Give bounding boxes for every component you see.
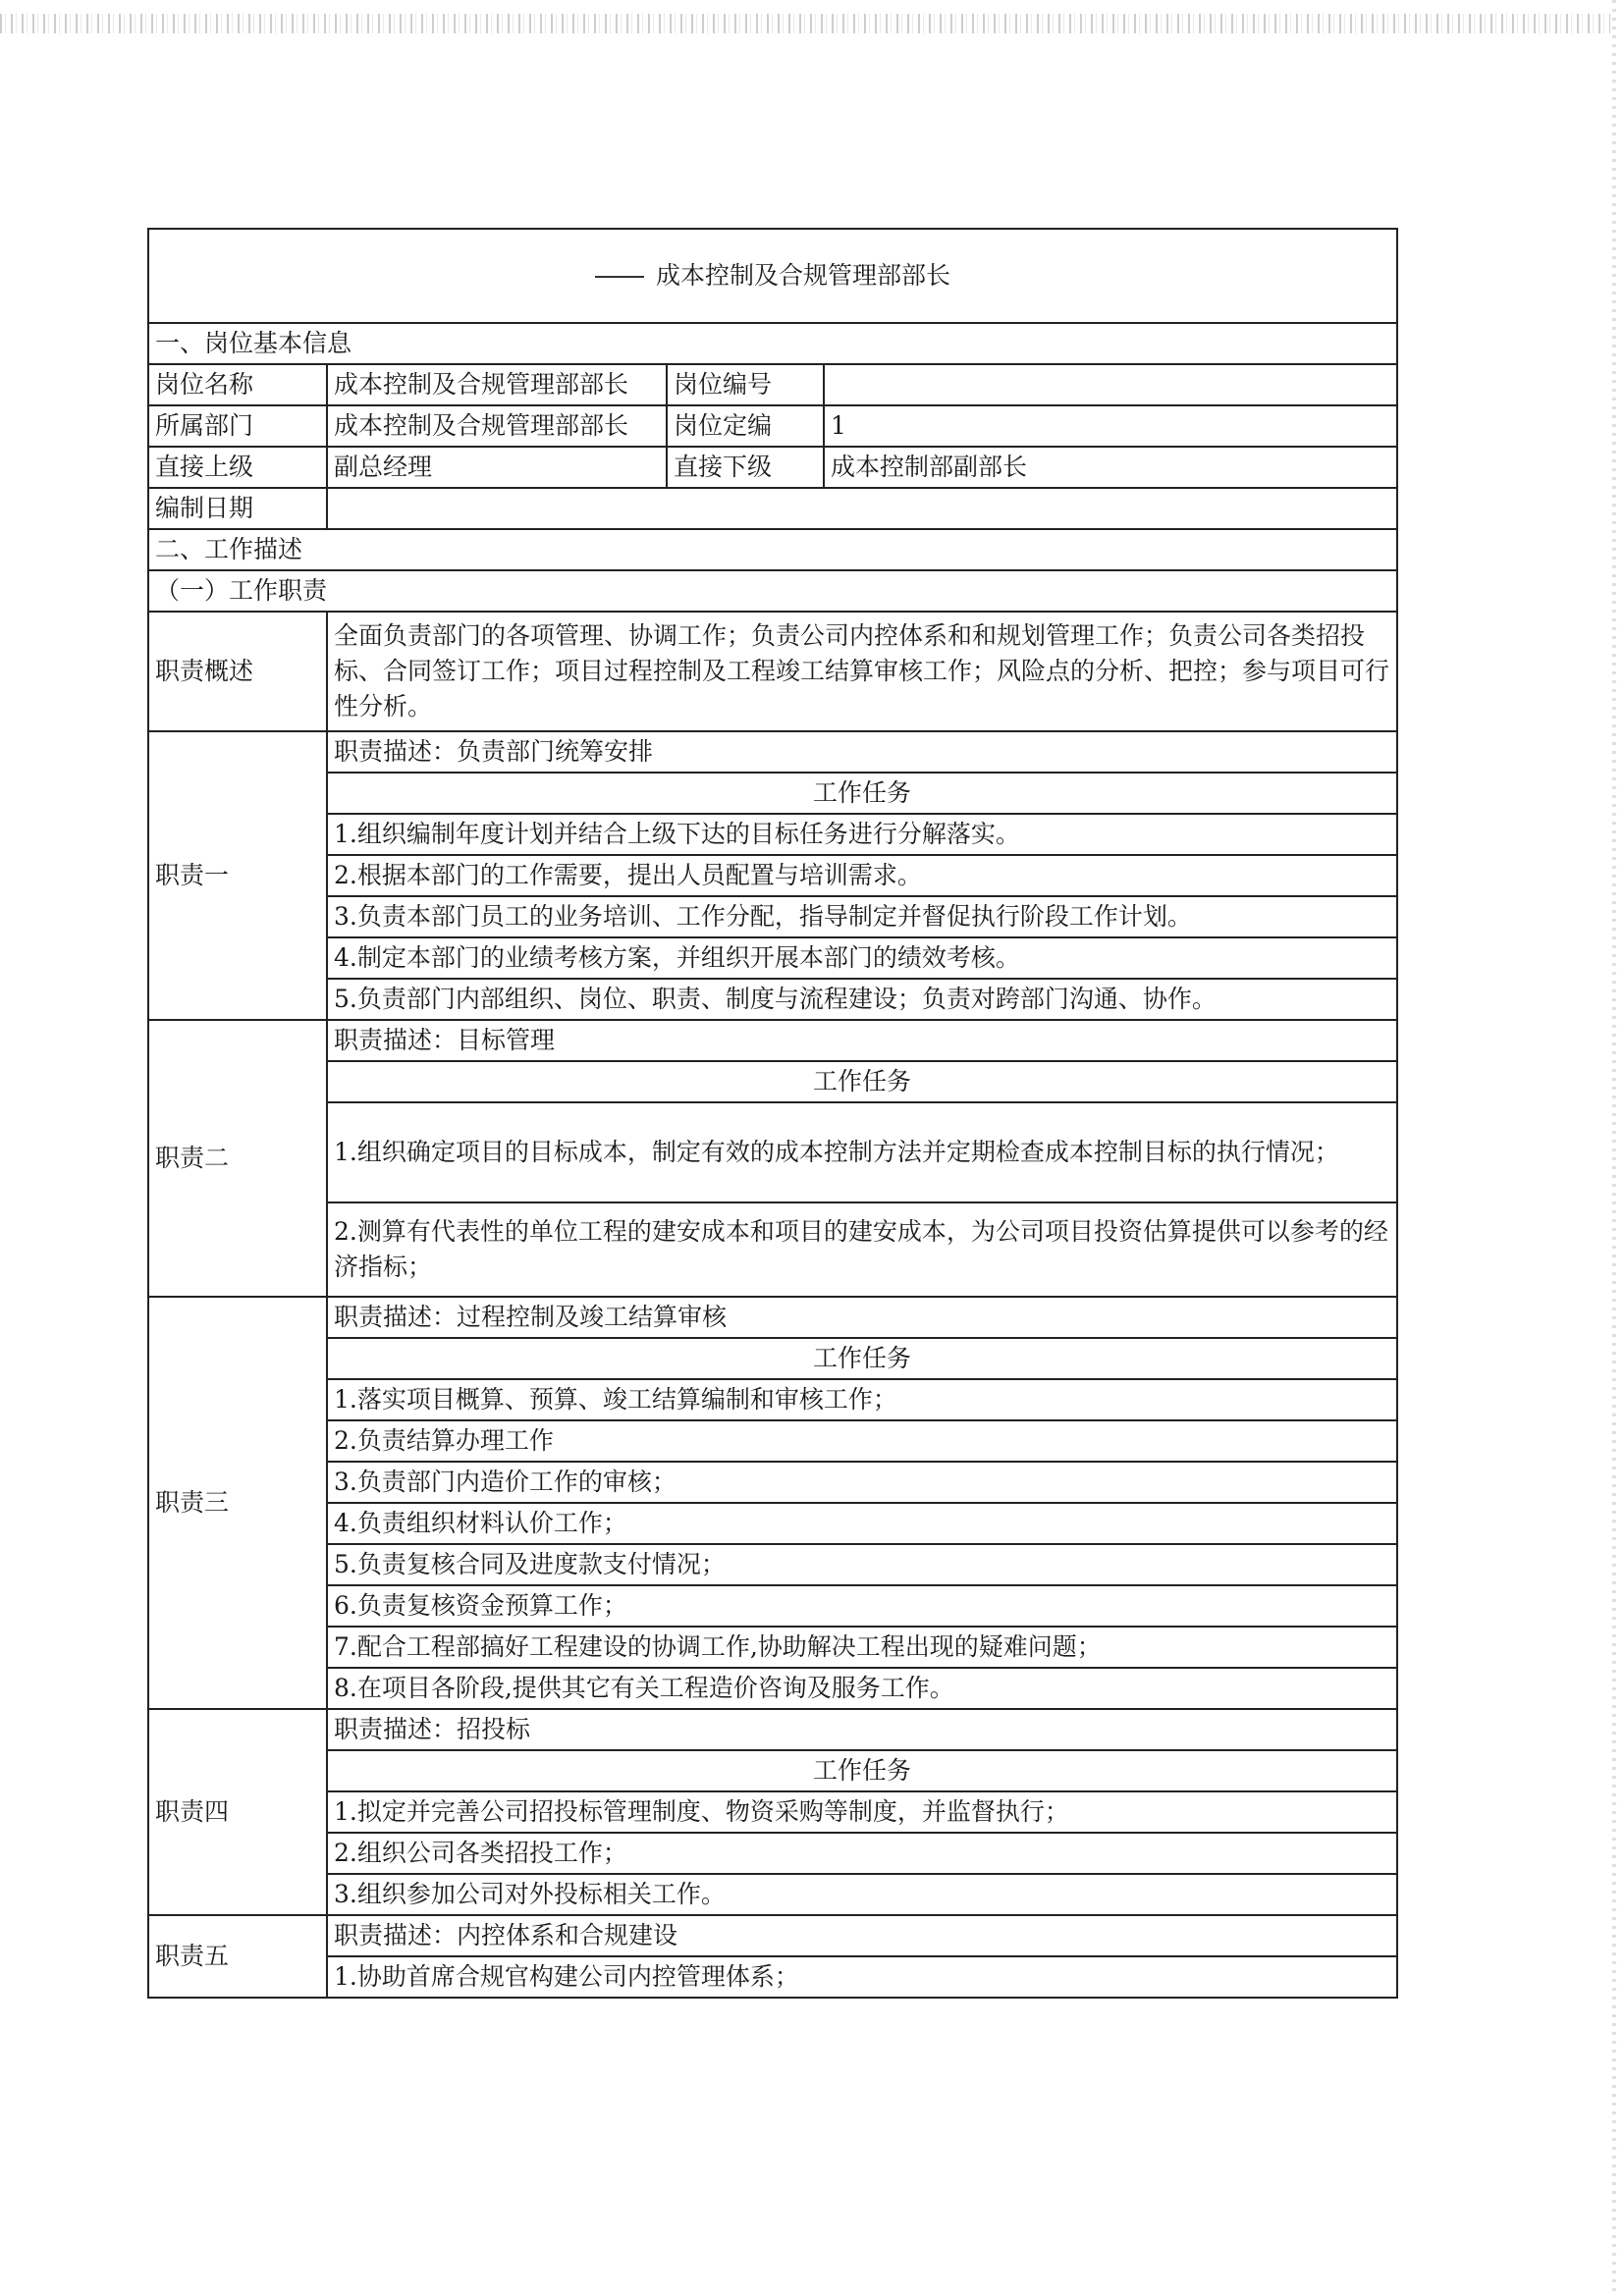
headcount-value: 1 xyxy=(824,405,1397,447)
duty-3-task: 7.配合工程部搞好工程建设的协调工作,协助解决工程出现的疑难问题； xyxy=(327,1627,1397,1668)
date-label: 编制日期 xyxy=(148,488,327,529)
position-name-label: 岗位名称 xyxy=(148,364,327,405)
duty-4-task: 3.组织参加公司对外投标相关工作。 xyxy=(327,1874,1397,1915)
position-name-value: 成本控制及合规管理部部长 xyxy=(327,364,667,405)
duty-3-label: 职责三 xyxy=(148,1297,327,1709)
section-basic-info: 一、岗位基本信息 xyxy=(148,323,1397,364)
duty-4-task: 2.组织公司各类招投工作； xyxy=(327,1833,1397,1874)
headcount-label: 岗位定编 xyxy=(667,405,824,447)
duty-1-task: 5.负责部门内部组织、岗位、职责、制度与流程建设；负责对跨部门沟通、协作。 xyxy=(327,979,1397,1020)
duty-1-desc: 职责描述：负责部门统筹安排 xyxy=(327,731,1397,773)
duty-1-task: 2.根据本部门的工作需要，提出人员配置与培训需求。 xyxy=(327,855,1397,896)
duty-5-desc: 职责描述：内控体系和合规建设 xyxy=(327,1915,1397,1956)
duty-5-label: 职责五 xyxy=(148,1915,327,1998)
duty-2-task: 2.测算有代表性的单位工程的建安成本和项目的建安成本，为公司项目投资估算提供可以参考的经济指标； xyxy=(327,1202,1397,1297)
duty-4-desc: 职责描述：招投标 xyxy=(327,1709,1397,1750)
duty-3-task: 5.负责复核合同及进度款支付情况； xyxy=(327,1544,1397,1585)
duty-3-desc: 职责描述：过程控制及竣工结算审核 xyxy=(327,1297,1397,1338)
duty-4-task: 1.拟定并完善公司招投标管理制度、物资采购等制度，并监督执行； xyxy=(327,1791,1397,1833)
duty-2-task-header: 工作任务 xyxy=(327,1061,1397,1102)
job-description-table xyxy=(147,228,1398,1999)
duty-1-task: 1.组织编制年度计划并结合上级下达的目标任务进行分解落实。 xyxy=(327,814,1397,855)
position-code-value xyxy=(824,364,1397,405)
duty-3-task: 3.负责部门内造价工作的审核； xyxy=(327,1462,1397,1503)
subordinate-label: 直接下级 xyxy=(667,447,824,488)
duty-2-label: 职责二 xyxy=(148,1020,327,1297)
duty-1-task: 3.负责本部门员工的业务培训、工作分配，指导制定并督促执行阶段工作计划。 xyxy=(327,896,1397,937)
duty-3-task: 8.在项目各阶段,提供其它有关工程造价咨询及服务工作。 xyxy=(327,1668,1397,1709)
summary-label: 职责概述 xyxy=(148,612,327,731)
title-dash xyxy=(595,276,644,278)
duty-5-task: 1.协助首席合规官构建公司内控管理体系； xyxy=(327,1956,1397,1998)
date-value xyxy=(327,488,1397,529)
scan-noise-top xyxy=(0,14,1610,33)
duty-2-task: 1.组织确定项目的目标成本，制定有效的成本控制方法并定期检查成本控制目标的执行情况； xyxy=(327,1102,1397,1202)
duty-4-task-header: 工作任务 xyxy=(327,1750,1397,1791)
superior-value: 副总经理 xyxy=(327,447,667,488)
duty-1-task-header: 工作任务 xyxy=(327,773,1397,814)
duty-3-task: 2.负责结算办理工作 xyxy=(327,1420,1397,1462)
document-title-cell xyxy=(148,229,1397,323)
scan-noise-right xyxy=(1612,0,1616,2296)
position-code-label: 岗位编号 xyxy=(667,364,824,405)
duty-3-task: 4.负责组织材料认价工作； xyxy=(327,1503,1397,1544)
duty-1-task: 4.制定本部门的业绩考核方案，并组织开展本部门的绩效考核。 xyxy=(327,937,1397,979)
summary-text: 全面负责部门的各项管理、协调工作；负责公司内控体系和和规划管理工作；负责公司各类招投标、合同签订工作；项目过程控制及工程竣工结算审核工作；风险点的分析、把控；参与项目可行性分析。 xyxy=(327,612,1397,731)
duty-2-desc: 职责描述：目标管理 xyxy=(327,1020,1397,1061)
department-label: 所属部门 xyxy=(148,405,327,447)
section-work-description: 二、工作描述 xyxy=(148,529,1397,570)
subordinate-value: 成本控制部副部长 xyxy=(824,447,1397,488)
duty-4-label: 职责四 xyxy=(148,1709,327,1915)
duty-1-label: 职责一 xyxy=(148,731,327,1020)
department-value: 成本控制及合规管理部部长 xyxy=(327,405,667,447)
duty-3-task: 6.负责复核资金预算工作； xyxy=(327,1585,1397,1627)
superior-label: 直接上级 xyxy=(148,447,327,488)
document-title: 成本控制及合规管理部部长 xyxy=(656,260,951,290)
duty-3-task-header: 工作任务 xyxy=(327,1338,1397,1379)
subsection-responsibilities: （一）工作职责 xyxy=(148,570,1397,612)
duty-3-task: 1.落实项目概算、预算、竣工结算编制和审核工作； xyxy=(327,1379,1397,1420)
